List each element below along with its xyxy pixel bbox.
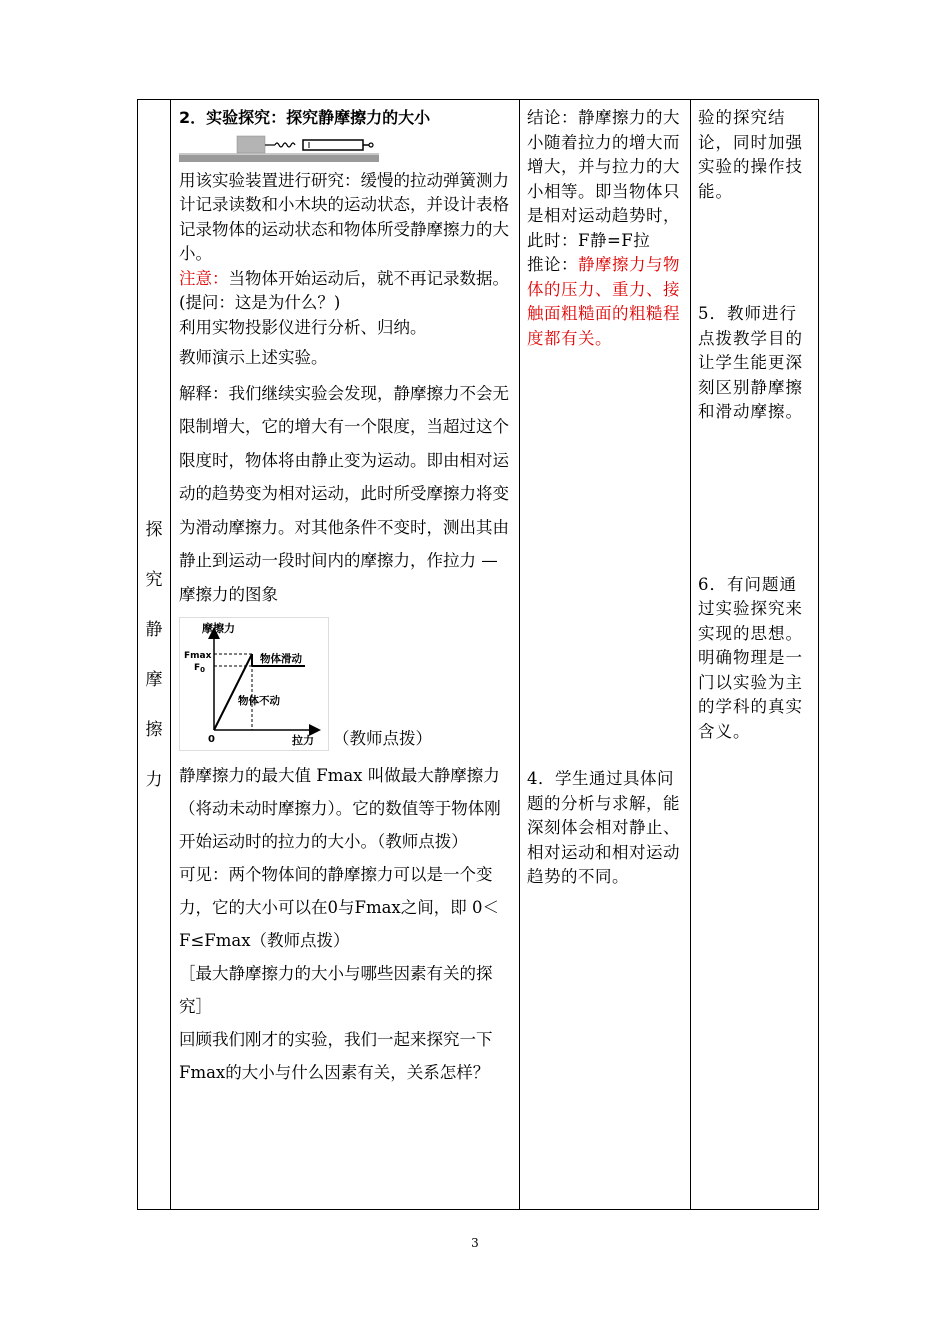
row-title-char: 力 <box>145 769 163 790</box>
row-title-char: 究 <box>145 569 163 590</box>
page-number: 3 <box>471 1236 479 1250</box>
item6-text: 6．有问题通过实验探究来实现的思想。明确物理是一门以实验为主的学科的真实含义。 <box>698 574 803 741</box>
row-title-char: 静 <box>145 619 163 640</box>
max-static-text: 静摩擦力的最大值 Fmax 叫做最大静摩擦力（将动未动时摩擦力）。它的数值等于物体刚开始运动时的拉力的大小。（教师点拨） <box>179 766 501 851</box>
intro-text: 用该实验装置进行研究：缓慢的拉动弹簧测力计记录读数和小木块的运动状态，并设计表格记录物体的运动状态和物体所受静摩擦力的大小。 <box>179 170 509 263</box>
table-row <box>138 100 819 1210</box>
section-heading: 2．实验探究：探究静摩擦力的大小 <box>179 108 431 127</box>
graph-row <box>179 617 513 751</box>
graph-y-label: 摩擦力 <box>202 622 235 635</box>
student-activity-cell <box>520 100 691 1210</box>
row-title <box>138 100 170 1209</box>
inference-text: 静摩擦力与物体的压力、重力、接触面粗糙面的粗糙程度都有关。 <box>527 255 680 348</box>
item5-text: 5．教师进行点拨教学目的让学生能更深刻区别静摩擦和滑动摩擦。 <box>698 304 803 421</box>
graph-fmax-label: Fmax <box>184 651 212 661</box>
teaching-process-cell <box>171 100 520 1210</box>
experiment-apparatus-image <box>179 133 379 163</box>
review-text: 回顾我们刚才的实验，我们一起来探究一下Fmax的大小与什么因素有关，关系怎样？ <box>179 1030 493 1082</box>
factors-text: ［最大静摩擦力的大小与哪些因素有关的探究］ <box>179 964 493 1016</box>
note-text: 当物体开始运动后，就不再记录数据。(提问：这是为什么？) <box>179 268 509 312</box>
explain-text: 解释：我们继续实验会发现，静摩擦力不会无限制增大，它的增大有一个限度，当超过这个限度时，物体将由静止变为运动。即由相对运动的趋势变为相对运动，此时所受摩擦力将变为滑动摩擦力。对其他条件不变时，测出其由静止到运动一段时间内的摩擦力，作拉力 —摩擦力的图象 <box>179 383 509 604</box>
row-title-char: 擦 <box>145 719 163 740</box>
variable-text: 可见：两个物体间的静摩擦力可以是一个变力，它的大小可以在0与Fmax之间，即 0＜F≤Fmax（教师点拨） <box>179 865 499 950</box>
note-label: 注意： <box>179 268 229 288</box>
friction-graph <box>179 617 329 751</box>
projector-text: 利用实物投影仪进行分析、归纳。 <box>179 317 427 337</box>
graph-origin-label: 0 <box>208 734 215 745</box>
graph-x-label: 拉力 <box>292 734 314 747</box>
row-title-char: 摩 <box>145 669 163 690</box>
inference-label: 推论： <box>527 255 578 274</box>
design-intent-cell <box>691 100 819 1210</box>
row-title-cell <box>138 100 171 1210</box>
conclusion-text: 结论：静摩擦力的大小随着拉力的增大而增大，并与拉力的大小相等。即当物体只是相对运动趋势时，此时：F静=F拉 <box>527 108 680 250</box>
row-title-char: 探 <box>145 519 163 540</box>
graph-f0-label: $F_0$ <box>194 663 206 674</box>
graph-sliding-label: 物体滑动 <box>260 653 302 665</box>
inference-paragraph <box>527 253 684 351</box>
note-paragraph <box>179 267 513 316</box>
item4-text: 4．学生通过具体问题的分析与求解，能深刻体会相对静止、相对运动和相对运动趋势的不同。 <box>527 769 680 886</box>
demo-text: 教师演示上述实验。 <box>179 348 328 367</box>
lesson-table <box>137 99 819 1210</box>
graph-note: （教师点拨） <box>333 729 432 748</box>
graph-static-label: 物体不动 <box>238 695 280 707</box>
intent-top-text: 验的探究结论，同时加强实验的操作技能。 <box>698 108 803 201</box>
